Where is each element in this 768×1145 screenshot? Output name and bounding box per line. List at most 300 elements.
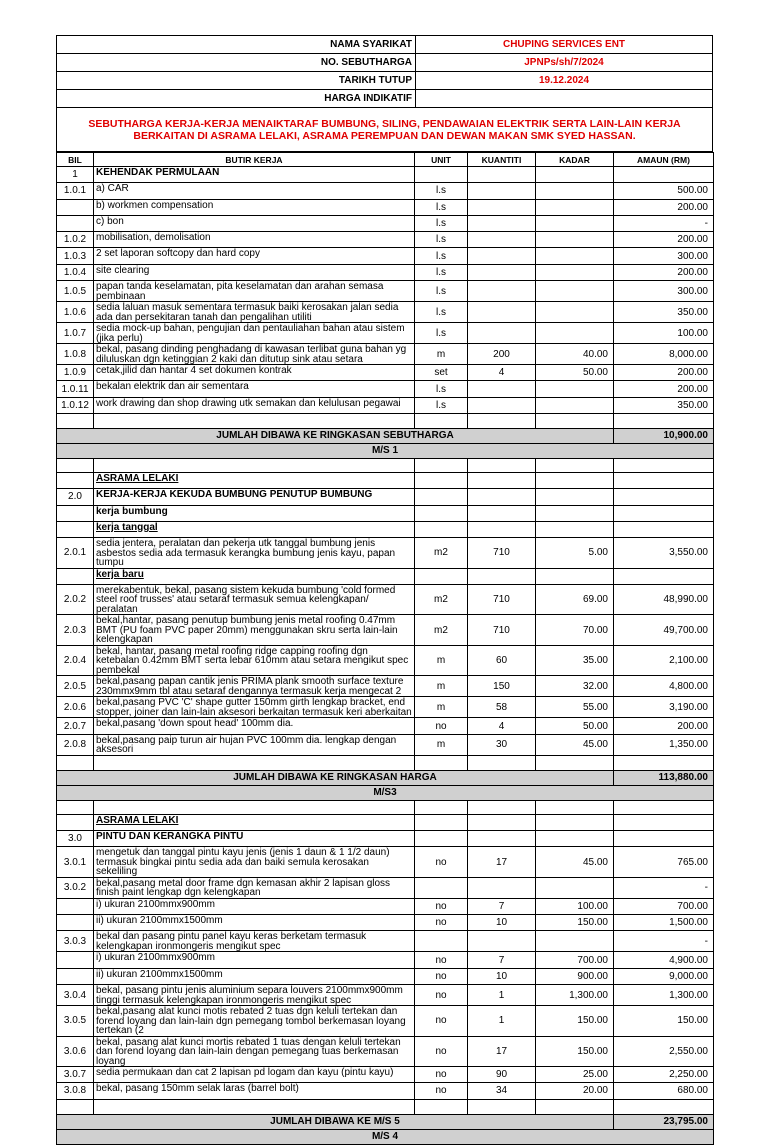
kadar-cell — [536, 248, 614, 264]
amaun-cell: 1,300.00 — [614, 985, 714, 1006]
unit-cell: m — [415, 676, 468, 697]
table-row — [57, 323, 714, 344]
empty-cell — [57, 1099, 94, 1114]
butir-kerja-cell: bekal,pasang papan cantik jenis PRIMA plank smooth surface texture 230mmx9mm tbl atau setaraf dengannya termasuk kerja mengecat 2 — [94, 676, 415, 697]
empty-cell — [468, 755, 536, 770]
unit-cell: m — [415, 734, 468, 755]
unit-cell: set — [415, 365, 468, 381]
kuantiti-cell: 4 — [468, 365, 536, 381]
bil-cell: 3.0.6 — [57, 1036, 94, 1067]
unit-cell — [415, 877, 468, 898]
bil-cell: 2.0.7 — [57, 718, 94, 734]
unit-cell: l.s — [415, 183, 468, 199]
kuantiti-cell — [468, 814, 536, 830]
bil-cell: 2.0 — [57, 489, 94, 505]
kadar-cell — [536, 215, 614, 231]
section-total-amount: 23,795.00 — [614, 1114, 714, 1129]
butir-kerja-cell: kerja tanggal — [94, 521, 415, 537]
amaun-cell: - — [614, 215, 714, 231]
table-row — [57, 1006, 714, 1037]
table-row — [57, 915, 714, 931]
butir-kerja-cell: bekal, hantar, pasang metal roofing ridge capping roofing dgn ketebalan 0.42mm BMT serta lebar 610mm atau setara mengikut spec pembekal — [94, 645, 415, 676]
butir-kerja-cell: site clearing — [94, 264, 415, 280]
kuantiti-cell: 10 — [468, 968, 536, 984]
empty-cell — [468, 413, 536, 428]
amaun-cell: 300.00 — [614, 281, 714, 302]
bil-cell: 3.0.3 — [57, 931, 94, 952]
bil-cell: 1.0.12 — [57, 397, 94, 413]
amaun-cell: - — [614, 877, 714, 898]
bil-cell: 3.0.8 — [57, 1083, 94, 1099]
unit-cell: no — [415, 1067, 468, 1083]
blank-row — [57, 755, 714, 770]
page-marker: M/S 4 — [57, 1129, 714, 1144]
bil-cell: 3.0.4 — [57, 985, 94, 1006]
amaun-cell: 3,550.00 — [614, 538, 714, 569]
table-row — [57, 718, 714, 734]
unit-cell: l.s — [415, 264, 468, 280]
unit-cell: no — [415, 952, 468, 968]
table-row — [57, 505, 714, 521]
kadar-cell — [536, 397, 614, 413]
document-title: SEBUTHARGA KERJA-KERJA MENAIKTARAF BUMBUNG, SILING, PENDAWAIAN ELEKTRIK SERTA LAIN-LAIN KERJA BERKAITAN DI ASRAMA LELAKI, ASRAMA PEREMPUAN DAN DEWAN MAKAN SMK SYED HASSAN. — [56, 107, 713, 152]
section-total-label: JUMLAH DIBAWA KE M/S 5 — [57, 1114, 614, 1129]
quotation-no-label: NO. SEBUTHARGA — [57, 54, 416, 71]
butir-kerja-cell: 2 set laporan softcopy dan hard copy — [94, 248, 415, 264]
butir-kerja-cell: sedia laluan masuk sementara termasuk baiki kerosakan jalan sedia ada dan persekitaran tanah dan pengalihan utiliti — [94, 302, 415, 323]
kadar-cell — [536, 568, 614, 584]
amaun-cell: 8,000.00 — [614, 344, 714, 365]
butir-kerja-cell: bekal,pasang 'down spout head' 100mm dia. — [94, 718, 415, 734]
kuantiti-cell: 7 — [468, 898, 536, 914]
bil-cell: 2.0.2 — [57, 584, 94, 615]
table-row — [57, 985, 714, 1006]
col-butir-kerja: BUTIR KERJA — [94, 153, 415, 167]
bil-cell: 2.0.6 — [57, 697, 94, 718]
amaun-cell: 2,550.00 — [614, 1036, 714, 1067]
table-row — [57, 215, 714, 231]
kuantiti-cell: 710 — [468, 615, 536, 646]
bil-cell: 1.0.6 — [57, 302, 94, 323]
amaun-cell: 200.00 — [614, 232, 714, 248]
section-total-amount: 113,880.00 — [614, 770, 714, 785]
amaun-cell: 2,100.00 — [614, 645, 714, 676]
butir-kerja-cell: bekal,pasang paip turun air hujan PVC 100mm dia. lengkap dengan aksesori — [94, 734, 415, 755]
kuantiti-cell: 7 — [468, 952, 536, 968]
table-row — [57, 645, 714, 676]
unit-cell: no — [415, 898, 468, 914]
table-row — [57, 248, 714, 264]
unit-cell — [415, 489, 468, 505]
amaun-cell: 200.00 — [614, 365, 714, 381]
bil-cell: 1.0.1 — [57, 183, 94, 199]
unit-cell — [415, 831, 468, 847]
unit-cell: m — [415, 344, 468, 365]
amaun-cell: 680.00 — [614, 1083, 714, 1099]
table-row — [57, 931, 714, 952]
empty-cell — [468, 800, 536, 814]
empty-cell — [614, 755, 714, 770]
unit-cell — [415, 521, 468, 537]
table-body — [57, 167, 714, 1145]
amaun-cell: 200.00 — [614, 199, 714, 215]
butir-kerja-cell: kerja bumbung — [94, 505, 415, 521]
section-total-label: JUMLAH DIBAWA KE RINGKASAN SEBUTHARGA — [57, 428, 614, 443]
table-row — [57, 365, 714, 381]
butir-kerja-cell: mobilisation, demolisation — [94, 232, 415, 248]
bil-cell: 3.0.1 — [57, 847, 94, 878]
empty-cell — [536, 413, 614, 428]
kadar-cell: 55.00 — [536, 697, 614, 718]
kuantiti-cell: 1 — [468, 985, 536, 1006]
empty-cell — [614, 1099, 714, 1114]
kadar-cell — [536, 302, 614, 323]
kuantiti-cell — [468, 831, 536, 847]
butir-kerja-cell: cetak,jilid dan hantar 4 set dokumen kontrak — [94, 365, 415, 381]
kuantiti-cell — [468, 877, 536, 898]
unit-cell: no — [415, 718, 468, 734]
kuantiti-cell: 710 — [468, 584, 536, 615]
kadar-cell: 50.00 — [536, 365, 614, 381]
unit-cell: m — [415, 645, 468, 676]
kuantiti-cell: 4 — [468, 718, 536, 734]
unit-cell: l.s — [415, 215, 468, 231]
amaun-cell: 100.00 — [614, 323, 714, 344]
kuantiti-cell — [468, 199, 536, 215]
table-row — [57, 814, 714, 830]
kadar-cell — [536, 264, 614, 280]
butir-kerja-cell: ASRAMA LELAKI — [94, 814, 415, 830]
kadar-cell — [536, 814, 614, 830]
table-row — [57, 1067, 714, 1083]
table-row — [57, 381, 714, 397]
unit-cell: no — [415, 847, 468, 878]
amaun-cell: 300.00 — [614, 248, 714, 264]
section-total-row — [57, 428, 714, 443]
butir-kerja-cell: sedia permukaan dan cat 2 lapisan pd logam dan kayu (pintu kayu) — [94, 1067, 415, 1083]
table-row — [57, 898, 714, 914]
butir-kerja-cell: c) bon — [94, 215, 415, 231]
butir-kerja-cell: a) CAR — [94, 183, 415, 199]
unit-cell: no — [415, 915, 468, 931]
amaun-cell: - — [614, 931, 714, 952]
kadar-cell — [536, 199, 614, 215]
indicative-price-value — [416, 90, 712, 107]
company-value: CHUPING SERVICES ENT — [502, 39, 626, 50]
quotation-sheet — [56, 35, 713, 1145]
unit-cell — [415, 505, 468, 521]
table-row — [57, 584, 714, 615]
unit-cell: no — [415, 1036, 468, 1067]
bil-cell — [57, 521, 94, 537]
amaun-cell — [614, 521, 714, 537]
kadar-cell — [536, 489, 614, 505]
empty-cell — [57, 413, 94, 428]
header-box — [56, 35, 713, 107]
col-kadar: KADAR — [536, 153, 614, 167]
kuantiti-cell: 90 — [468, 1067, 536, 1083]
kuantiti-cell: 34 — [468, 1083, 536, 1099]
indicative-price-label: HARGA INDIKATIF — [57, 90, 416, 107]
amaun-cell: 3,190.00 — [614, 697, 714, 718]
amaun-cell: 49,700.00 — [614, 615, 714, 646]
table-row — [57, 968, 714, 984]
empty-cell — [57, 755, 94, 770]
table-row — [57, 281, 714, 302]
empty-cell — [468, 458, 536, 472]
amaun-cell: 4,800.00 — [614, 676, 714, 697]
bil-cell: 3.0.2 — [57, 877, 94, 898]
kuantiti-cell — [468, 521, 536, 537]
kuantiti-cell: 710 — [468, 538, 536, 569]
section-total-row — [57, 1114, 714, 1129]
kuantiti-cell — [468, 568, 536, 584]
unit-cell — [415, 167, 468, 183]
butir-kerja-cell: bekal,pasang PVC 'C' shape gutter 150mm girth lengkap bracket, end stopper, joiner dan lain-lain aksesori berkaitan termasuk keri aberkaitan — [94, 697, 415, 718]
closing-date-value: 19.12.2024 — [538, 75, 590, 86]
butir-kerja-cell: bekal, pasang alat kunci mortis rebated 1 tuas dengan keluli tertekan dan forend loyang dan lain-lain dengan pemegang tuas berkemasan loyang — [94, 1036, 415, 1067]
table-row — [57, 1036, 714, 1067]
empty-cell — [57, 458, 94, 472]
section-total-amount: 10,900.00 — [614, 428, 714, 443]
kadar-cell: 150.00 — [536, 915, 614, 931]
unit-cell — [415, 814, 468, 830]
unit-cell — [415, 472, 468, 488]
col-bil: BIL — [57, 153, 94, 167]
kadar-cell: 32.00 — [536, 676, 614, 697]
bil-cell: 3.0.5 — [57, 1006, 94, 1037]
empty-cell — [614, 800, 714, 814]
amaun-cell: 150.00 — [614, 1006, 714, 1037]
kuantiti-cell — [468, 232, 536, 248]
empty-cell — [94, 1099, 415, 1114]
empty-cell — [614, 458, 714, 472]
kadar-cell — [536, 931, 614, 952]
page-marker-row — [57, 785, 714, 800]
butir-kerja-cell: bekal, pasang pintu jenis aluminium separa louvers 2100mmx900mm tinggi termasuk kelengkapan ironmongeris mengikut spec — [94, 985, 415, 1006]
empty-cell — [536, 1099, 614, 1114]
bil-cell — [57, 898, 94, 914]
amaun-cell: 9,000.00 — [614, 968, 714, 984]
butir-kerja-cell: kerja baru — [94, 568, 415, 584]
bil-cell: 3.0.7 — [57, 1067, 94, 1083]
amaun-cell: 350.00 — [614, 302, 714, 323]
header-row-closing-date — [57, 71, 712, 89]
bil-cell: 2.0.8 — [57, 734, 94, 755]
kadar-cell — [536, 472, 614, 488]
table-row — [57, 568, 714, 584]
page-marker-row — [57, 443, 714, 458]
butir-kerja-cell: bekal,pasang metal door frame dgn kemasan akhir 2 lapisan gloss finish paint lengkap dgn kelengkapan — [94, 877, 415, 898]
bil-cell: 1.0.4 — [57, 264, 94, 280]
unit-cell — [415, 931, 468, 952]
amaun-cell: 1,500.00 — [614, 915, 714, 931]
empty-cell — [94, 800, 415, 814]
closing-date-label: TARIKH TUTUP — [57, 72, 416, 89]
butir-kerja-cell: PINTU DAN KERANGKA PINTU — [94, 831, 415, 847]
table-row — [57, 615, 714, 646]
butir-kerja-cell: mengetuk dan tanggal pintu kayu jenis (jenis 1 daun & 1 1/2 daun) termasuk bingkai pintu sedia ada dan baiki semula kerosakan sekeliling — [94, 847, 415, 878]
bil-cell — [57, 915, 94, 931]
table-row — [57, 302, 714, 323]
butir-kerja-cell: bekal dan pasang pintu panel kayu keras berketam termasuk kelengkapan ironmongeris mengikut spec — [94, 931, 415, 952]
amaun-cell: 200.00 — [614, 381, 714, 397]
unit-cell: m2 — [415, 584, 468, 615]
kadar-cell: 150.00 — [536, 1006, 614, 1037]
butir-kerja-cell: bekal,hantar, pasang penutup bumbung jenis metal roofing 0.47mm BMT (PU foam PVC paper 20mm) menggunakan skru serta lain-lain kelengkapan — [94, 615, 415, 646]
kuantiti-cell — [468, 248, 536, 264]
kuantiti-cell — [468, 215, 536, 231]
kuantiti-cell: 30 — [468, 734, 536, 755]
table-row — [57, 167, 714, 183]
bil-cell — [57, 968, 94, 984]
butir-kerja-cell: i) ukuran 2100mmx900mm — [94, 952, 415, 968]
empty-cell — [415, 458, 468, 472]
table-row — [57, 676, 714, 697]
amaun-cell: 350.00 — [614, 397, 714, 413]
amaun-cell: 700.00 — [614, 898, 714, 914]
bil-cell: 1.0.8 — [57, 344, 94, 365]
section-total-label: JUMLAH DIBAWA KE RINGKASAN HARGA — [57, 770, 614, 785]
butir-kerja-cell: KEHENDAK PERMULAAN — [94, 167, 415, 183]
table-row — [57, 232, 714, 248]
kadar-cell: 35.00 — [536, 645, 614, 676]
table-row — [57, 697, 714, 718]
kadar-cell — [536, 505, 614, 521]
butir-kerja-cell: bekal, pasang dinding penghadang di kawasan terlibat guna bahan yg diluluskan dgn ketinggian 2 kaki dan ditutup sink atau setara — [94, 344, 415, 365]
col-unit: UNIT — [415, 153, 468, 167]
bil-cell: 2.0.5 — [57, 676, 94, 697]
empty-cell — [415, 800, 468, 814]
work-items-table — [56, 152, 714, 1145]
amaun-cell: 48,990.00 — [614, 584, 714, 615]
kuantiti-cell — [468, 183, 536, 199]
kadar-cell — [536, 521, 614, 537]
empty-cell — [57, 800, 94, 814]
empty-cell — [468, 1099, 536, 1114]
blank-row — [57, 1099, 714, 1114]
empty-cell — [614, 413, 714, 428]
butir-kerja-cell: merekabentuk, bekal, pasang sistem kekuda bumbung 'cold formed steel roof trusses' atau setaraf termasuk semua kelengkapan/ peralatan — [94, 584, 415, 615]
table-row — [57, 183, 714, 199]
kadar-cell: 45.00 — [536, 734, 614, 755]
company-label: NAMA SYARIKAT — [57, 36, 416, 53]
unit-cell: l.s — [415, 232, 468, 248]
amaun-cell — [614, 814, 714, 830]
amaun-cell — [614, 489, 714, 505]
butir-kerja-cell: ii) ukuran 2100mmx1500mm — [94, 968, 415, 984]
kadar-cell: 45.00 — [536, 847, 614, 878]
unit-cell: l.s — [415, 323, 468, 344]
unit-cell: no — [415, 1083, 468, 1099]
bil-cell: 2.0.1 — [57, 538, 94, 569]
kadar-cell: 50.00 — [536, 718, 614, 734]
unit-cell: l.s — [415, 381, 468, 397]
unit-cell: m — [415, 697, 468, 718]
kuantiti-cell — [468, 505, 536, 521]
butir-kerja-cell: bekal,pasang alat kunci motis rebated 2 tuas dgn keluli tertekan dan forend loyang dan lain-lain dgn pemegang tombol berkemasan loyang tertekan (2 — [94, 1006, 415, 1037]
butir-kerja-cell: ASRAMA LELAKI — [94, 472, 415, 488]
bil-cell: 3.0 — [57, 831, 94, 847]
bil-cell — [57, 199, 94, 215]
empty-cell — [94, 755, 415, 770]
bil-cell: 1.0.9 — [57, 365, 94, 381]
unit-cell: m2 — [415, 615, 468, 646]
kuantiti-cell: 58 — [468, 697, 536, 718]
amaun-cell — [614, 167, 714, 183]
kadar-cell — [536, 183, 614, 199]
bil-cell: 2.0.4 — [57, 645, 94, 676]
kadar-cell: 5.00 — [536, 538, 614, 569]
kadar-cell — [536, 831, 614, 847]
unit-cell: m2 — [415, 538, 468, 569]
kadar-cell: 1,300.00 — [536, 985, 614, 1006]
kadar-cell: 40.00 — [536, 344, 614, 365]
table-row — [57, 847, 714, 878]
kadar-cell: 69.00 — [536, 584, 614, 615]
page-marker: M/S3 — [57, 785, 714, 800]
empty-cell — [415, 1099, 468, 1114]
kuantiti-cell — [468, 323, 536, 344]
unit-cell: no — [415, 968, 468, 984]
amaun-cell: 200.00 — [614, 718, 714, 734]
butir-kerja-cell: ii) ukuran 2100mmx1500mm — [94, 915, 415, 931]
table-row — [57, 538, 714, 569]
kuantiti-cell: 17 — [468, 1036, 536, 1067]
kuantiti-cell: 200 — [468, 344, 536, 365]
table-row — [57, 521, 714, 537]
bil-cell — [57, 215, 94, 231]
bil-cell: 1.0.11 — [57, 381, 94, 397]
unit-cell: l.s — [415, 281, 468, 302]
table-row — [57, 877, 714, 898]
unit-cell: no — [415, 1006, 468, 1037]
bil-cell: 1 — [57, 167, 94, 183]
amaun-cell: 200.00 — [614, 264, 714, 280]
kadar-cell: 700.00 — [536, 952, 614, 968]
quotation-no-value: JPNPs/sh/7/2024 — [524, 57, 604, 68]
table-row — [57, 489, 714, 505]
kuantiti-cell — [468, 931, 536, 952]
bil-cell — [57, 505, 94, 521]
amaun-cell: 4,900.00 — [614, 952, 714, 968]
empty-cell — [415, 413, 468, 428]
table-row — [57, 264, 714, 280]
table-row — [57, 344, 714, 365]
kadar-cell: 900.00 — [536, 968, 614, 984]
kadar-cell: 20.00 — [536, 1083, 614, 1099]
kuantiti-cell: 17 — [468, 847, 536, 878]
bil-cell: 1.0.5 — [57, 281, 94, 302]
unit-cell: no — [415, 985, 468, 1006]
empty-cell — [415, 755, 468, 770]
amaun-cell — [614, 472, 714, 488]
kadar-cell: 70.00 — [536, 615, 614, 646]
header-row-company — [57, 36, 712, 53]
col-amaun: AMAUN (RM) — [614, 153, 714, 167]
section-total-row — [57, 770, 714, 785]
table-row — [57, 734, 714, 755]
bil-cell — [57, 472, 94, 488]
unit-cell: l.s — [415, 199, 468, 215]
amaun-cell — [614, 505, 714, 521]
amaun-cell — [614, 831, 714, 847]
kadar-cell: 150.00 — [536, 1036, 614, 1067]
empty-cell — [536, 800, 614, 814]
unit-cell — [415, 568, 468, 584]
table-row — [57, 397, 714, 413]
butir-kerja-cell: work drawing dan shop drawing utk semakan dan kelulusan pegawai — [94, 397, 415, 413]
